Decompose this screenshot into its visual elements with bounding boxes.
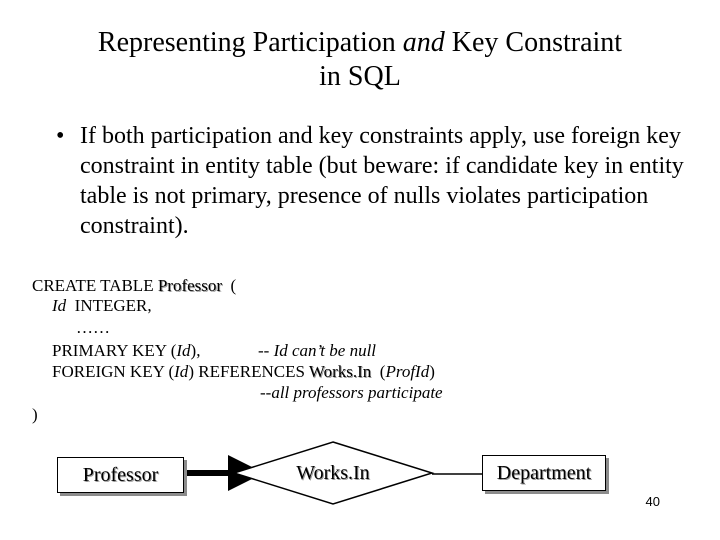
sql-close-paren: ): [32, 405, 38, 424]
entity-professor: Professor: [57, 457, 184, 493]
entity-department: Department: [482, 455, 606, 491]
sql-column-line: Id INTEGER,: [52, 296, 152, 315]
title-line-1: Representing Participation and Key Constraint: [97, 27, 623, 58]
bullet-text: If both participation and key constraints apply, use foreign key constraint in entity table (but beware: if candidate key in entity table is not primary, presence of nulls violates participation constraint).: [80, 123, 684, 239]
sql-create-line: CREATE TABLE Professor (: [32, 276, 237, 295]
sql-foreign-key-line: FOREIGN KEY (Id) REFERENCES Works.In (ProfId): [52, 362, 435, 381]
sql-ref-table: Works.In: [308, 362, 372, 381]
sql-primary-key-comment: -- Id can’t be null: [258, 341, 377, 360]
sql-foreign-key-comment: --all professors participate: [260, 383, 443, 402]
page-number: 40: [645, 494, 660, 509]
sql-primary-key-line: PRIMARY KEY (Id),: [52, 341, 201, 360]
bullet-icon: •: [56, 123, 65, 149]
sql-ellipsis: ……: [76, 318, 110, 337]
title-line-2: in SQL: [319, 61, 401, 92]
relationship-label: Works.In: [296, 462, 370, 484]
sql-table-name: Professor: [157, 276, 223, 295]
